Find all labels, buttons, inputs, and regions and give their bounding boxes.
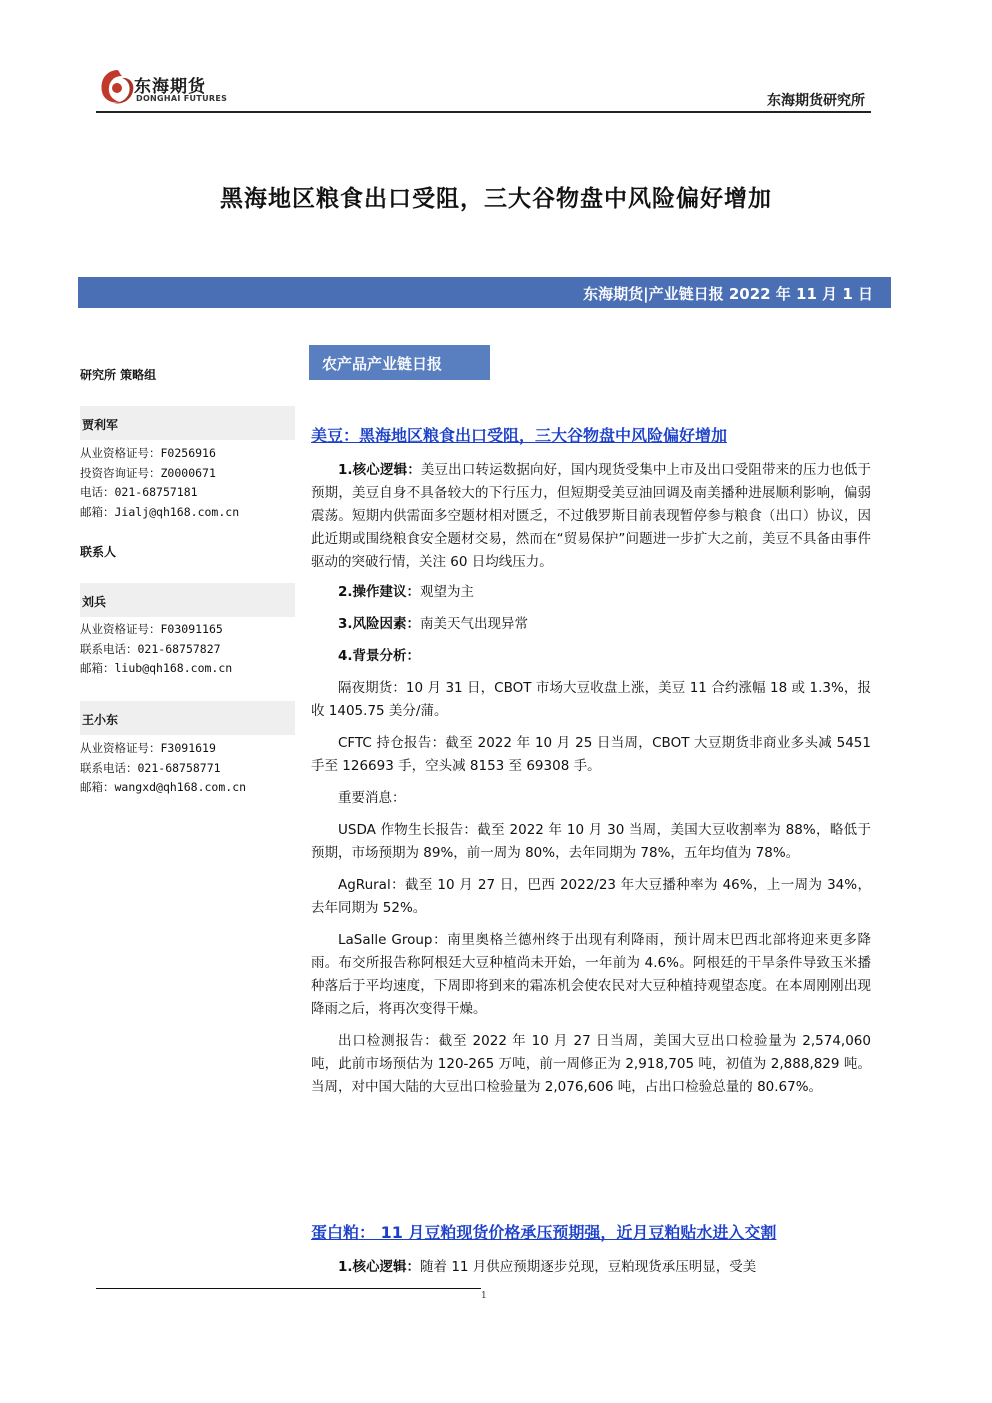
core-logic-text: 美豆出口转运数据向好，国内现货受集中上市及出口受阻带来的压力也低于预期，美豆自身不具备较大的下行压力，但短期受美豆油回调及南美播种进展顺利影响，偏弱震荡。短期内供需面多空题材相对匮乏，不过俄罗斯目前表现暂停参与粮食（出口）协议，因此近期或围绕粮食安全题材交易，然而在“贸易保护”问题进一步扩大之前，美豆不具备由事件驱动的突破行情，关注 60 日均线压力。	[311, 462, 871, 570]
analyst-info	[80, 444, 295, 522]
advice-text: 观望为主	[420, 584, 475, 600]
page-number: 1	[481, 1291, 487, 1301]
contact2-line: 从业资格证号：F3091619	[80, 741, 216, 755]
risk-label: 3.风险因素：	[338, 616, 421, 632]
meal-section	[311, 1256, 871, 1279]
contact1-name-bar	[80, 583, 295, 617]
meal-heading-link[interactable]: 蛋白粕： 11 月豆粕现货价格承压预期强，近月豆粕贴水进入交割	[311, 1223, 777, 1242]
soy-agrural: AgRural：截至 10 月 27 日，巴西 2022/23 年大豆播种率为 46%，上一周为 34%，去年同期为 52%。	[311, 877, 871, 916]
core-logic-label: 1.核心逻辑：	[338, 462, 421, 478]
soy-news-title: 重要消息：	[338, 790, 406, 806]
contact1-email: 邮箱：liub@qh168.com.cn	[80, 661, 233, 675]
soy-export-inspection: 出口检测报告：截至 2022 年 10 月 27 日当周，美国大豆出口检验量为 2,574,060 吨，此前市场预估为 120-265 万吨，前一周修正为 2,918,705 吨，初值为 2,888,829 吨。当周，对中国大陆的大豆出口检验量为 2,076,606 吨，占出口检验总量的 80.67%。	[311, 1033, 871, 1095]
section-tag	[309, 345, 490, 380]
soy-advice	[311, 581, 871, 604]
contact2-name: 王小东	[82, 713, 119, 727]
analyst-email: 邮箱：Jialj@qh168.com.cn	[80, 504, 240, 519]
background-label: 4.背景分析：	[338, 648, 421, 664]
analyst-name: 贾利军	[82, 418, 119, 432]
footer-divider	[96, 1288, 481, 1289]
contact2-line: 联系电话：021-68758771	[80, 760, 221, 775]
logo-chinese-text: 东海期货	[134, 77, 206, 97]
advice-label: 2.操作建议：	[338, 584, 421, 600]
soy-usda: USDA 作物生长报告：截至 2022 年 10 月 30 当周，美国大豆收割率为 88%，略低于预期，市场预期为 89%，前一周为 80%，去年同期为 78%，五年均值为 78%。	[311, 822, 871, 861]
contact1-name: 刘兵	[82, 595, 107, 609]
risk-text: 南美天气出现异常	[420, 616, 529, 632]
institute-name: 东海期货研究所	[767, 93, 865, 109]
meal-core-logic-label: 1.核心逻辑：	[338, 1259, 421, 1275]
report-title: 黑海地区粮食出口受阻，三大谷物盘中风险偏好增加	[220, 186, 772, 212]
contact2-email: 邮箱：wangxd@qh168.com.cn	[80, 780, 247, 794]
soy-heading-link[interactable]: 美豆：黑海地区粮食出口受阻，三大谷物盘中风险偏好增加	[311, 426, 728, 445]
meal-core-logic	[311, 1256, 871, 1279]
banner-text: 东海期货|产业链日报 2022 年 11 月 1 日	[583, 285, 873, 303]
logo-english-text: DONGHAI FUTURES	[136, 94, 228, 103]
contact1-info	[80, 620, 295, 679]
report-banner	[78, 277, 891, 308]
soy-cftc: CFTC 持仓报告：截至 2022 年 10 月 25 日当周，CBOT 大豆期货非商业多头减 5451 手至 126693 手，空头减 8153 至 69308 手。	[311, 735, 871, 774]
analyst-line: 投资咨询证号：Z0000671	[80, 465, 216, 480]
soy-risk	[311, 613, 871, 636]
contact2-name-bar	[80, 701, 295, 735]
soy-section	[311, 459, 871, 1099]
soy-core-logic	[311, 459, 871, 574]
donghai-logo-icon	[96, 66, 136, 108]
soy-lasalle: LaSalle Group：南里奥格兰德州终于出现有利降雨，预计周末巴西北部将迎来更多降雨。布交所报告称阿根廷大豆种植尚未开始，一年前为 4.6%。阿根廷的干旱条件导致玉米播种落后于平均速度，下周即将到来的霜冻机会使农民对大豆种植持观望态度。在本周刚刚出现降雨之后，将再次变得干燥。	[311, 932, 871, 1017]
contacts-title: 联系人	[80, 545, 117, 559]
analyst-line: 电话：021-68757181	[80, 485, 198, 499]
company-logo	[96, 66, 236, 112]
analyst-name-bar	[80, 406, 295, 440]
contact1-line: 联系电话：021-68757827	[80, 641, 221, 656]
analyst-line: 从业资格证号：F0256916	[80, 446, 216, 460]
header-divider	[96, 111, 871, 113]
meal-core-logic-text: 随着 11 月供应预期逐步兑现，豆粕现货承压明显，受美	[420, 1259, 757, 1275]
sidebar-dept: 研究所 策略组	[80, 368, 157, 382]
contact2-info	[80, 739, 295, 798]
contact1-line: 从业资格证号：F03091165	[80, 622, 223, 636]
soy-overnight-futures: 隔夜期货：10 月 31 日，CBOT 市场大豆收盘上涨，美豆 11 合约涨幅 18 或 1.3%，报收 1405.75 美分/蒲。	[311, 680, 871, 719]
section-tag-label: 农产品产业链日报	[322, 355, 443, 373]
soy-background	[311, 645, 871, 668]
